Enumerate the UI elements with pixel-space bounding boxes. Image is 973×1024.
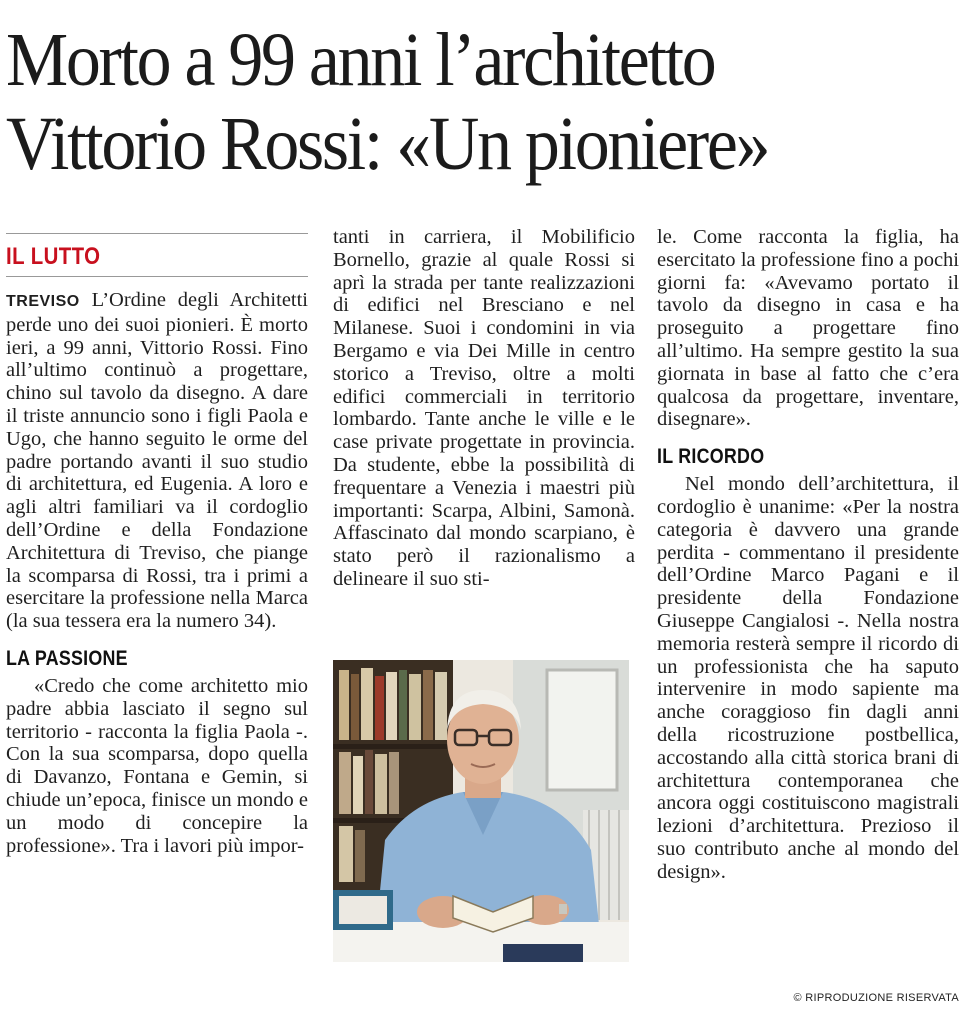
paragraph-passione: «Credo che come architetto mio padre abbia lasciato il segno sul territorio - racconta la figlia Paola -. Con la sua scomparsa, dopo quella di Davanzo, Fontana e Gemin, si chiude un’epoca, finisce un mondo e un modo di concepire la professione». Tra i lavori più impor- [6, 674, 308, 857]
paragraph-daughter: le. Come racconta la figlia, ha esercitato la professione fino a pochi giorni fa: «Avevamo portato il tavolo da disegno in casa e ha proseguito a progettare fino all’ultimo. Ha sempre gestito la sua giornata in base al fatto che c’era qualcosa da progettare, inventare, disegnare». [657, 226, 959, 431]
kicker-bottom-rule [6, 276, 308, 277]
portrait-photo [333, 660, 629, 962]
kicker-top-rule [6, 233, 308, 234]
lead-text: L’Ordine degli Architetti perde uno dei suoi pionieri. È morto ieri, a 99 anni, Vittorio Rossi. Fino all’ultimo continuò a progettare, chino sul tavolo da disegno. A dare il triste annuncio sono i figli Paola e Ugo, che hanno seguito le orme del padre portando avanti il suo studio di architettura, ed Eugenia. A loro e agli altri familiari va il cordoglio dell’Ordine e della Fondazione Architettura di Treviso, che piange la scomparsa di Rossi, tra i primi a esercitare la professione nella Marca (la sua tessera era la numero 34). [6, 289, 309, 633]
article-column-1 [6, 225, 308, 857]
copyright-credit: © RIPRODUZIONE RISERVATA [793, 992, 959, 1004]
article-column-2 [333, 226, 635, 591]
paragraph-career: tanti in carriera, il Mobilificio Bornello, grazie al quale Rossi si aprì la strada per tante realizzazioni di edifici nel Bresciano e nel Milanese. Suoi i condomini in via Bergamo e via Dei Mille in centro storico a Treviso, oltre a molti edifici commerciali in territorio lombardo. Tante anche le ville e le case private progettate in provincia. Da studente, ebbe la possibilità di frequentare a Venezia i maestri più importanti: Scarpa, Albini, Samonà. Affascinato dal mondo scarpiano, è stato però il razionalismo a delineare il suo sti- [333, 226, 635, 590]
headline-line-1: Morto a 99 anni l’architetto [6, 18, 715, 102]
lead-paragraph [6, 289, 308, 633]
section-heading-passione: LA PASSIONE [6, 646, 128, 670]
article-column-3 [657, 226, 959, 884]
kicker: IL LUTTO [6, 243, 101, 270]
headline [6, 18, 889, 186]
headline-line-2: Vittorio Rossi: «Un pioniere» [6, 102, 769, 186]
section-heading-ricordo: IL RICORDO [657, 445, 765, 469]
paragraph-ricordo: Nel mondo dell’architettura, il cordoglio è unanime: «Per la nostra categoria è davvero una grande perdita - commentano il presidente dell’Ordine Marco Pagani e il presidente della Fondazione Giuseppe Cangialosi -. Nella nostra memoria resterà sempre il ricordo di un professionista che ha saputo intervenire in modo sapiente ma anche coraggioso fin dagli anni della ricostruzione postbellica, accostando alla città storica brani di architettura contemporanea che ancora oggi costituiscono magistrali lezioni d’architettura. Prezioso il suo contributo anche al mondo del design». [657, 473, 959, 883]
dateline: TREVISO [6, 293, 80, 310]
portrait-illustration [333, 660, 629, 962]
